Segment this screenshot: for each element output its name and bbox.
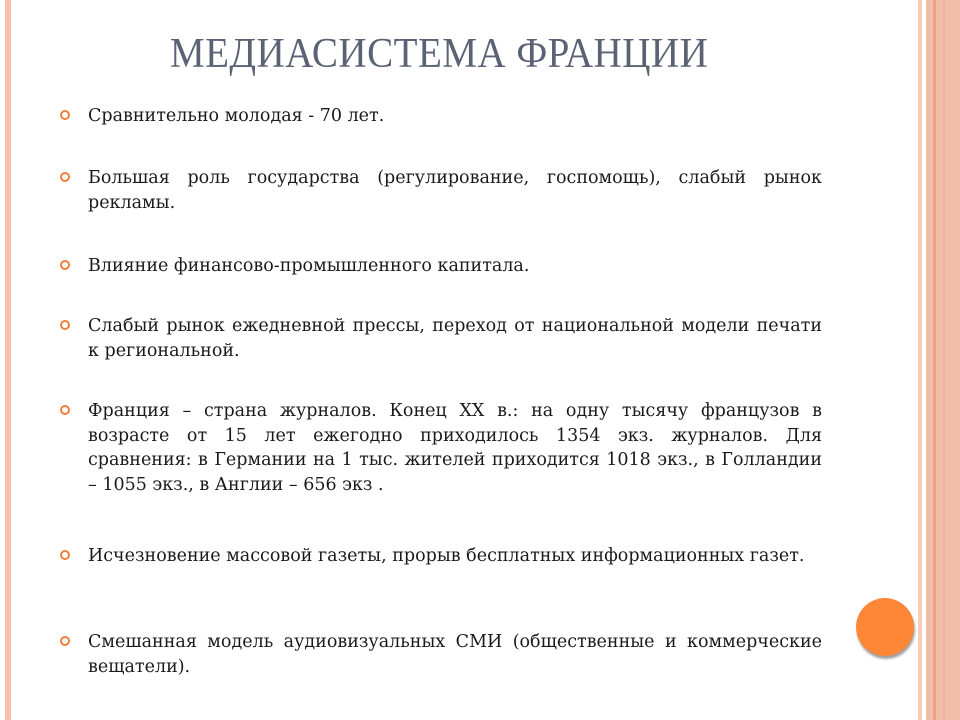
circle-bullet-icon (60, 260, 70, 270)
bullet-item (88, 254, 822, 279)
bullet-text: Смешанная модель аудиовизуальных СМИ (общественные и коммерческие вещатели). (88, 632, 822, 677)
bullet-item (88, 166, 822, 215)
circle-bullet-icon (60, 320, 70, 330)
bullet-text: Слабый рынок ежедневной прессы, переход от национальной модели печати к региональной. (88, 316, 822, 361)
bullet-item (88, 630, 822, 679)
bullet-text: Исчезновение массовой газеты, прорыв бесплатных информационных газет. (88, 546, 805, 566)
bullet-item (88, 399, 822, 497)
bullet-text: Сравнительно молодая - 70 лет. (88, 106, 385, 126)
circle-bullet-icon (60, 405, 70, 415)
orange-circle-decoration (856, 598, 914, 656)
bullet-item (88, 314, 822, 363)
bullet-text: Большая роль государства (регулирование, госпомощь), слабый рынок рекламы. (88, 168, 822, 213)
circle-bullet-icon (60, 636, 70, 646)
bullet-item (88, 104, 822, 129)
bullet-text: Франция – страна журналов. Конец XX в.: на одну тысячу французов в возрасте от 15 лет ежегодно приходилось 1354 экз. журналов. Для сравнения: в Германии на 1 тыс. жителей приходится 1018 экз., в Голландии – 1055 экз., в Англии – 656 экз . (88, 401, 822, 495)
slide-title: МЕДИАСИСТЕМА ФРАНЦИИ (169, 31, 709, 77)
bullet-text: Влияние финансово-промышленного капитала. (88, 256, 530, 276)
bullet-item (88, 544, 822, 569)
circle-bullet-icon (60, 172, 70, 182)
circle-bullet-icon (60, 110, 70, 120)
circle-bullet-icon (60, 550, 70, 560)
